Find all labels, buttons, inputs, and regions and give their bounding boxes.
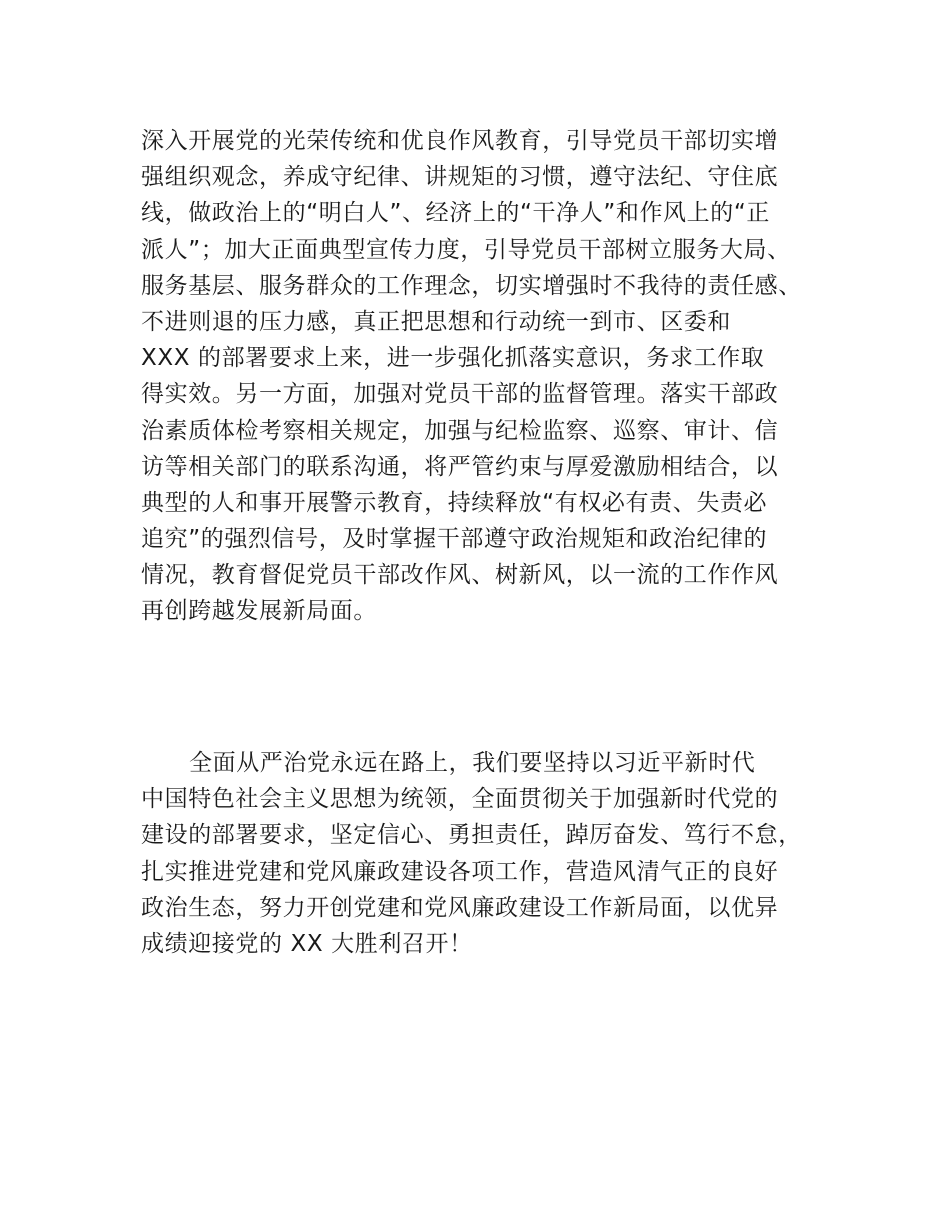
paragraph-line: 政治生态，努力开创党建和党风廉政建设工作新局面，以优异	[141, 894, 779, 921]
paragraph-line: 情况，教育督促党员干部改作风、树新风，以一流的工作作风	[141, 562, 779, 589]
paragraph-line: 建设的部署要求，坚定信心、勇担责任，踔厉奋发、笃行不怠，	[141, 822, 802, 849]
paragraph-line: 得实效。另一方面，加强对党员干部的监督管理。落实干部政	[141, 381, 779, 408]
paragraph-1	[141, 123, 841, 630]
paragraph-line: 成绩迎接党的 XX 大胜利召开！	[141, 930, 473, 957]
paragraph-line: 中国特色社会主义思想为统领，全面贯彻关于加强新时代党的	[141, 786, 779, 813]
paragraph-2	[141, 745, 841, 962]
paragraph-line: 服务基层、服务群众的工作理念，切实增强时不我待的责任感、	[141, 272, 802, 299]
paragraph-line: 访等相关部门的联系沟通，将严管约束与厚爱激励相结合，以	[141, 453, 779, 480]
paragraph-line: 线，做政治上的“明白人”、经济上的“干净人”和作风上的“正	[141, 200, 770, 227]
paragraph-line: 强组织观念，养成守纪律、讲规矩的习惯，遵守法纪、守住底	[141, 164, 779, 191]
paragraph-line: XXX 的部署要求上来，进一步强化抓落实意识，务求工作取	[141, 345, 765, 372]
paragraph-line: 全面从严治党永远在路上，我们要坚持以习近平新时代	[189, 750, 756, 776]
paragraph-line: 追究”的强烈信号，及时掌握干部遵守政治规矩和政治纪律的	[141, 526, 768, 553]
paragraph-line: 扎实推进党建和党风廉政建设各项工作，营造风清气正的良好	[141, 858, 779, 885]
paragraph-line: 治素质体检考察相关规定，加强与纪检监察、巡察、审计、信	[141, 417, 779, 444]
paragraph-line: 再创跨越发展新局面。	[141, 598, 377, 625]
paragraph-line: 深入开展党的光荣传统和优良作风教育，引导党员干部切实增	[141, 128, 779, 154]
paragraph-line: 典型的人和事开展警示教育，持续释放“有权必有责、失责必	[141, 489, 768, 516]
paragraph-line: 派人”；加大正面典型宣传力度，引导党员干部树立服务大局、	[141, 236, 791, 263]
paragraph-line: 不进则退的压力感，真正把思想和行动统一到市、区委和	[141, 308, 731, 335]
